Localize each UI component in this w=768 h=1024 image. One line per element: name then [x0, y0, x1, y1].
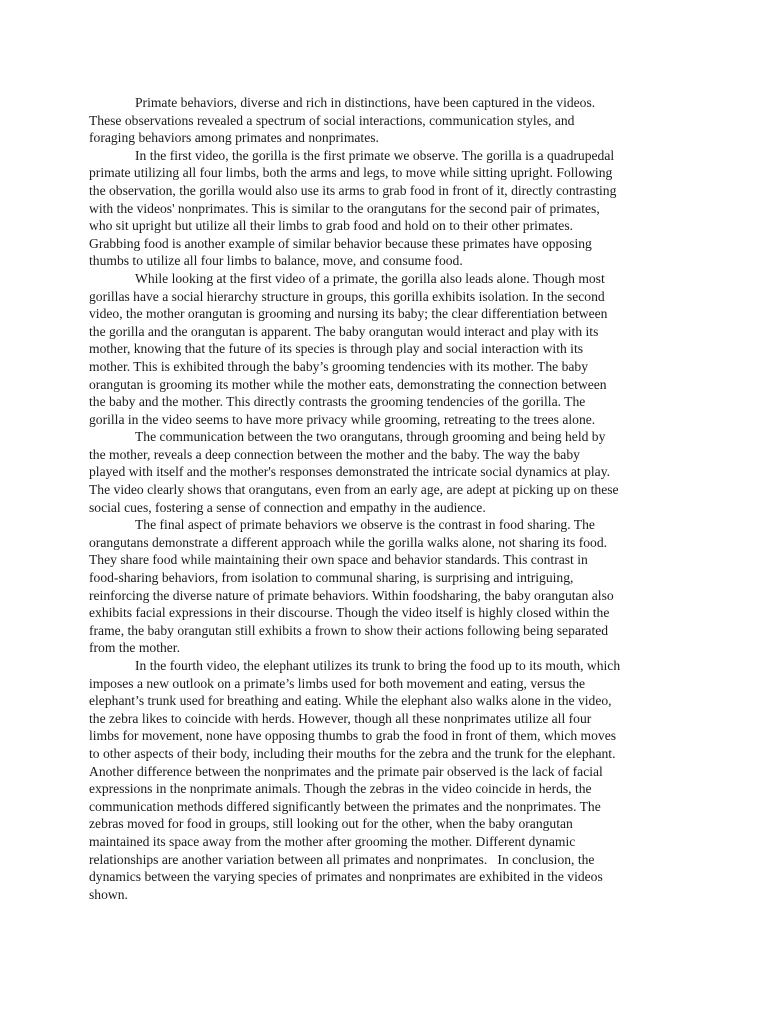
text-line: social cues, fostering a sense of connection and empathy in the audience.	[89, 499, 486, 515]
text-line: thumbs to utilize all four limbs to balance, move, and consume food.	[89, 253, 463, 269]
text-line: In the first video, the gorilla is the first primate we observe. The gorilla is a quadrupedal	[135, 147, 615, 163]
text-line: the zebra likes to coincide with herds. However, though all these nonprimates utilize all four	[89, 710, 592, 726]
text-line: The final aspect of primate behaviors we observe is the contrast in food sharing. The	[135, 517, 595, 533]
text-line: While looking at the first video of a primate, the gorilla also leads alone. Though most	[135, 270, 605, 286]
text-line: maintained its space away from the mother after grooming the mother. Different dynamic	[89, 833, 576, 849]
text-line: gorillas have a social hierarchy structure in groups, this gorilla exhibits isolation. In the second	[89, 288, 605, 304]
text-line: orangutan is grooming its mother while the mother eats, demonstrating the connection between	[89, 376, 607, 392]
text-line: imposes a new outlook on a primate’s limbs used for both movement and eating, versus the	[89, 675, 586, 691]
text-line: with the videos' nonprimates. This is similar to the orangutans for the second pair of primates,	[89, 200, 600, 216]
text-line: the gorilla and the orangutan is apparent. The baby orangutan would interact and play with its	[89, 323, 599, 339]
text-line: foraging behaviors among primates and nonprimates.	[89, 130, 379, 146]
text-line: the observation, the gorilla would also use its arms to grab food in front of it, directly contrasting	[89, 182, 617, 198]
text-line: the mother, reveals a deep connection between the mother and the baby. The way the baby	[89, 446, 580, 462]
text-line: frame, the baby orangutan still exhibits a frown to show their actions following being separated	[89, 622, 609, 638]
text-line: shown.	[89, 886, 128, 902]
document-body	[89, 94, 689, 903]
text-line: mother. This is exhibited through the baby’s grooming tendencies with its mother. The baby	[89, 358, 588, 374]
text-line: the baby and the mother. This directly contrasts the grooming tendencies of the gorilla. The	[89, 394, 586, 410]
text-line: Primate behaviors, diverse and rich in distinctions, have been captured in the videos.	[135, 95, 596, 110]
text-line: communication methods differed significantly between the primates and the nonprimates. The	[89, 798, 601, 814]
text-line: expressions in the nonprimate animals. Though the zebras in the video coincide in herds, the	[89, 781, 592, 797]
text-line: The video clearly shows that orangutans, even from an early age, are adept at picking up on these	[89, 482, 619, 498]
text-line: video, the mother orangutan is grooming and nursing its baby; the clear differentiation between	[89, 306, 608, 322]
text-line: elephant’s trunk used for breathing and eating. While the elephant also walks alone in the video,	[89, 693, 612, 709]
text-line: mother, knowing that the future of its species is through play and social interaction with its	[89, 341, 584, 357]
text-line: from the mother.	[89, 640, 180, 656]
text-line: relationships are another variation between all primates and nonprimates. In conclusion, the	[89, 851, 595, 867]
text-line: food-sharing behaviors, from isolation to communal sharing, is surprising and intriguing,	[89, 570, 574, 586]
text-line: orangutans demonstrate a different approach while the gorilla walks alone, not sharing its food.	[89, 534, 608, 550]
text-line: dynamics between the varying species of primates and nonprimates are exhibited in the videos	[89, 869, 603, 885]
text-line: played with itself and the mother's responses demonstrated the intricate social dynamics at play.	[89, 464, 611, 480]
text-line: gorilla in the video seems to have more privacy while grooming, retreating to the trees alone.	[89, 411, 596, 427]
text-line: who sit upright but utilize all their limbs to grab food and hold on to their other primates.	[89, 218, 574, 234]
text-line: In the fourth video, the elephant utilizes its trunk to bring the food up to its mouth, which	[135, 658, 621, 673]
text-line: primate utilizing all four limbs, both the arms and legs, to move while sitting upright. Following	[89, 165, 613, 181]
text-line: limbs for movement, none have opposing thumbs to grab the food in front of them, which moves	[89, 728, 617, 744]
text-line: zebras moved for food in groups, still looking out for the other, when the baby orangutan	[89, 816, 573, 832]
text-line: The communication between the two orangutans, through grooming and being held by	[135, 429, 606, 445]
text-line: reinforcing the diverse nature of primate behaviors. Within foodsharing, the baby orangutan also	[89, 587, 614, 603]
text-line: Grabbing food is another example of similar behavior because these primates have opposing	[89, 235, 592, 251]
text-line: They share food while maintaining their own space and behavior standards. This contrast in	[89, 552, 588, 568]
text-line: exhibits facial expressions in their discourse. Though the video itself is highly closed within the	[89, 605, 610, 621]
text-line: Another difference between the nonprimates and the primate pair observed is the lack of facial	[89, 763, 603, 779]
text-line: These observations revealed a spectrum of social interactions, communication styles, and	[89, 112, 575, 128]
text-line: to other aspects of their body, including their mouths for the zebra and the trunk for the elephant.	[89, 745, 616, 761]
